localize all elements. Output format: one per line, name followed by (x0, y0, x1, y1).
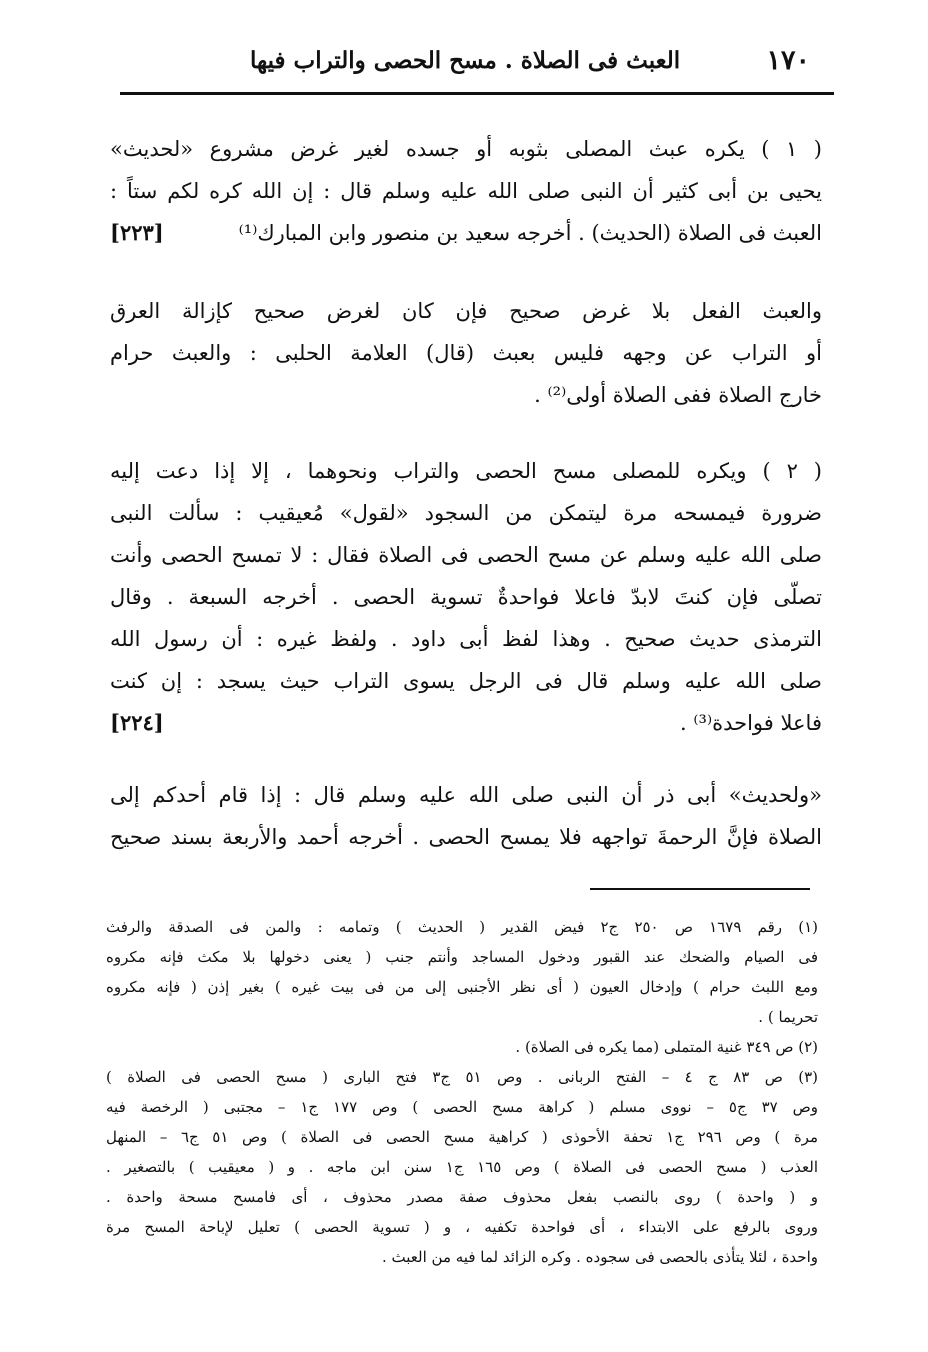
footnote-line: (١) رقم ١٦٧٩ ص ٢٥٠ ج٢ فيض القدير ( الحديث ) وتمامه : والمن فى الصدقة والرفث (106, 918, 818, 936)
footnote-line: واحدة ، لئلا يتأذى بالحصى فى سجوده . وكره الزائد لما فيه من العبث . (382, 1248, 818, 1266)
paragraph-last-line (110, 702, 822, 744)
paragraph-4 (110, 774, 822, 858)
paragraph-line: «ولحديث» أبى ذر أن النبى صلى الله عليه وسلم قال : إذا قام أحدكم إلى (110, 783, 822, 807)
footnote-line: العذب ( مسح الحصى فى الصلاة ) وص ١٦٥ ج١ سنن ابن ماجه . و ( معيقيب ) بالتصغير . (106, 1158, 818, 1176)
paragraph-line: صلى الله عليه وسلم قال فى الرجل يسوى التراب حيث يسجد : إن كنت (110, 669, 822, 693)
reference-number: [٢٢٣] (110, 220, 164, 245)
page-number: ١٧٠ (766, 44, 810, 76)
paragraph-line: تصلّى فإن كنتَ لابدّ فاعلا فواحدةٌ تسوية الحصى . أخرجه السبعة . وقال (110, 585, 822, 609)
footnote-line: وروى بالرفع على الابتداء ، أى فواحدة تكفيه ، و ( تسوية الحصى ) تعليل لإباحة المسح مرة (106, 1218, 818, 1236)
paragraph-1 (110, 128, 822, 254)
footnote-line: (٣) ص ٨٣ ج ٤ – الفتح الربانى . وص ٥١ ج٣ فتح البارى ( مسح الحصى فى الصلاة ) (106, 1068, 818, 1086)
reference-number: [٢٢٤] (110, 710, 164, 735)
footnote-2 (106, 1032, 818, 1062)
paragraph-line: صلى الله عليه وسلم عن مسح الحصى فى الصلاة فقال : لا تمسح الحصى وأنت (110, 543, 822, 567)
paragraph-line: أو التراب عن وجهه فليس بعبث (قال) العلامة الحلبى : والعبث حرام (110, 341, 822, 365)
footnote-line: (٢) ص ٣٤٩ غنية المتملى (مما يكره فى الصلاة) . (515, 1038, 818, 1056)
paragraph-2 (110, 290, 822, 416)
page-header (120, 40, 810, 80)
footnote-line: فى الصيام والضحك عند القبور ودخول المساجد وأنتم جنب ( يعنى دخولها بلا مكث فإنه مكروه (106, 948, 818, 966)
running-title: العبث فى الصلاة . مسح الحصى والتراب فيها (250, 46, 681, 74)
footnote-3 (106, 1062, 818, 1272)
footnote-separator (590, 888, 810, 890)
header-rule (120, 92, 834, 95)
paragraph-line: خارج الصلاة ففى الصلاة أولى⁽²⁾ . (534, 383, 822, 407)
paragraph-line: العبث فى الصلاة (الحديث) . أخرجه سعيد بن منصور وابن المبارك⁽¹⁾ (238, 221, 822, 245)
paragraph-line: فاعلا فواحدة⁽³⁾ . (680, 711, 822, 735)
footnote-1 (106, 912, 818, 1032)
paragraph-last-line (110, 212, 822, 254)
paragraph-line: الصلاة فإنَّ الرحمةَ تواجهه فلا يمسح الحصى . أخرجه أحمد والأربعة بسند صحيح (110, 825, 822, 849)
paragraph-3 (110, 450, 822, 744)
footnote-line: وص ٣٧ ج٥ – نووى مسلم ( كراهة مسح الحصى ) وص ١٧٧ ج١ – مجتبى ( الرخصة فيه (106, 1098, 818, 1116)
paragraph-line: الترمذى حديث صحيح . وهذا لفظ أبى داود . ولفظ غيره : أن رسول الله (110, 627, 822, 651)
footnote-line: مرة ) وص ٢٩٦ ج١ تحفة الأحوذى ( كراهية مسح الحصى فى الصلاة ) وص ٥١ ج٦ – المنهل (106, 1128, 818, 1146)
footnote-line: تحريما ) . (758, 1008, 818, 1026)
paragraph-line: ضرورة فيمسحه مرة ليتمكن من السجود «لقول» مُعيقيب : سألت النبى (110, 501, 822, 525)
paragraph-line: يحيى بن أبى كثير أن النبى صلى الله عليه وسلم قال : إن الله كره لكم ستاً : (110, 179, 822, 203)
footnotes (106, 912, 818, 1272)
paragraph-line: ( ١ ) يكره عبث المصلى بثوبه أو جسده لغير غرض مشروع «لحديث» (110, 137, 822, 161)
footnote-line: ومع اللبث حرام ) وإدخال العيون ( أى نظر الأجنبى إلى من فى بيت غيره ) بغير إذن ( فإنه مكروه (106, 978, 818, 996)
footnote-line: و ( واحدة ) روى بالنصب بفعل محذوف صفة مصدر محذوف ، أى فامسح مسحة واحدة . (106, 1188, 818, 1206)
paragraph-line: والعبث الفعل بلا غرض صحيح فإن كان لغرض صحيح كإزالة العرق (110, 299, 822, 323)
paragraph-line: ( ٢ ) ويكره للمصلى مسح الحصى والتراب ونحوهما ، إلا إذا دعت إليه (110, 459, 822, 483)
